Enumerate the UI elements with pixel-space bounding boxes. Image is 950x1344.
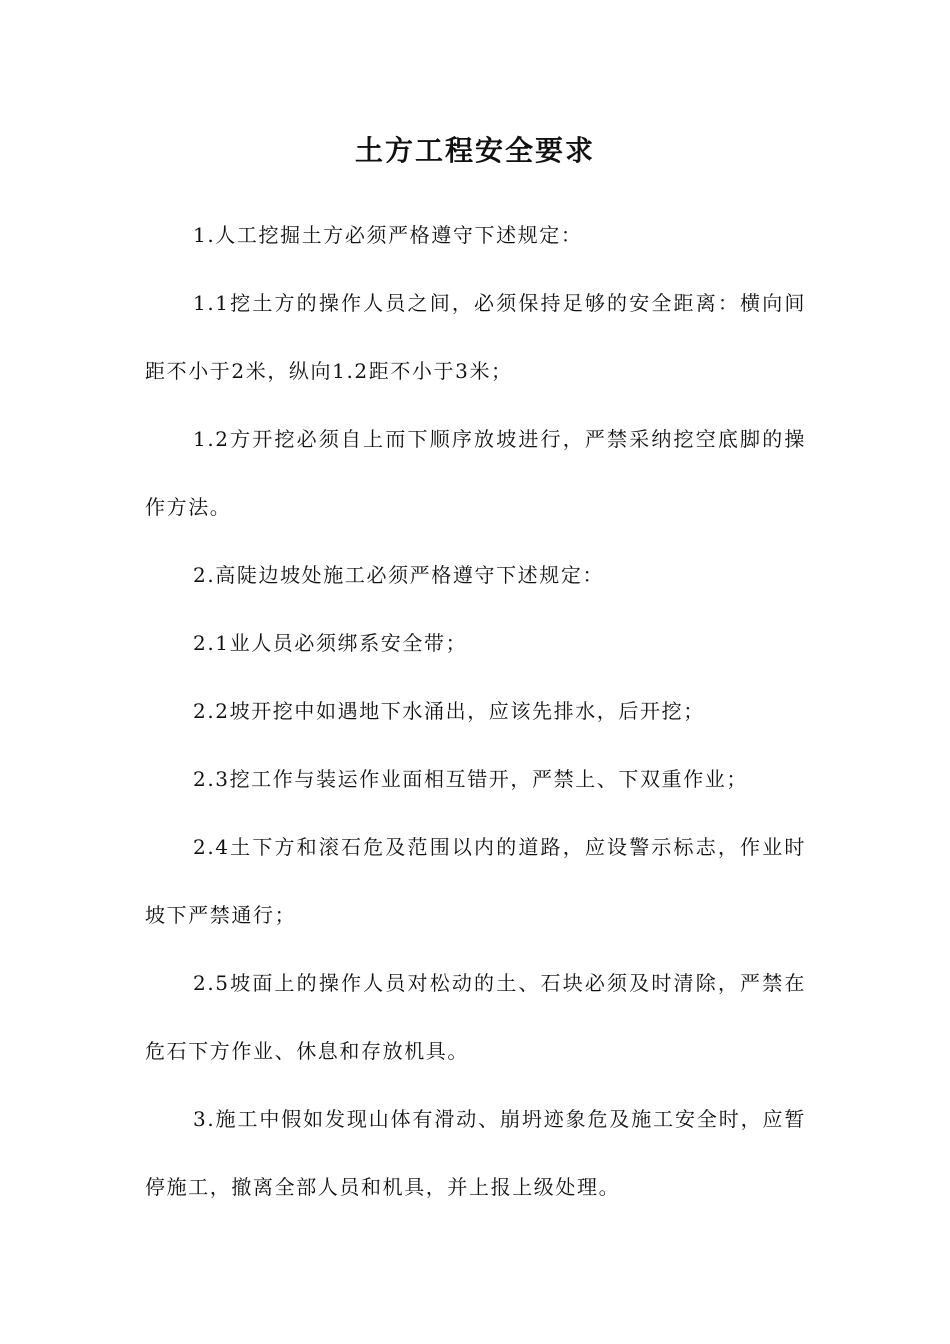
document-body (145, 201, 806, 1221)
paragraph-2: 2.高陡边坡处施工必须严格遵守下述规定： (193, 563, 605, 587)
paragraph-2-5: 2.5坡面上的操作人员对松动的土、石块必须及时清除，严禁在危石下方作业、休息和存放机具。 (145, 971, 806, 1063)
document-title: 土方工程安全要求 (354, 134, 595, 167)
paragraph-2-4: 2.4土下方和滚石危及范围以内的道路，应设警示标志，作业时坡下严禁通行； (145, 835, 806, 927)
paragraph-2-2: 2.2坡开挖中如遇地下水涌出，应该先排水，后开挖； (193, 699, 705, 723)
paragraph-3: 3.施工中假如发现山体有滑动、崩坍迹象危及施工安全时，应暂停施工，撤离全部人员和机具，并上报上级处理。 (145, 1107, 806, 1199)
paragraph-1: 1.人工挖掘土方必须严格遵守下述规定： (193, 223, 583, 247)
paragraph-1-2: 1.2方开挖必须自上而下顺序放坡进行，严禁采纳挖空底脚的操作方法。 (145, 427, 806, 519)
paragraph-1-1: 1.1挖土方的操作人员之间，必须保持足够的安全距离：横向间距不小于2米，纵向1.2距不小于3米； (145, 291, 806, 383)
paragraph-2-1: 2.1业人员必须绑系安全带； (193, 631, 468, 655)
paragraph-2-3: 2.3挖工作与装运作业面相互错开，严禁上、下双重作业； (193, 767, 749, 791)
